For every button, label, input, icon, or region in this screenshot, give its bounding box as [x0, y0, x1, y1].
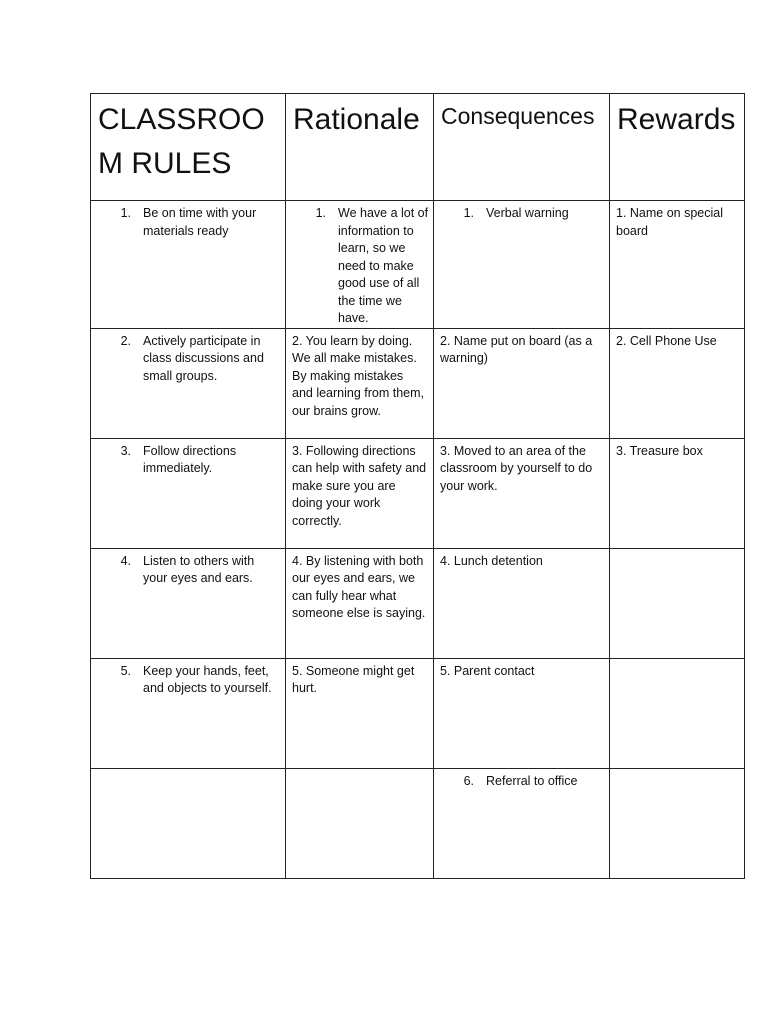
- reward-text: [610, 659, 744, 663]
- table-row: [91, 548, 745, 658]
- reward-text: 1. Name on special board: [616, 206, 724, 238]
- header-rewards: Rewards: [617, 103, 736, 136]
- rationale-cell: [286, 201, 434, 329]
- table-row: [91, 438, 745, 548]
- consequence-cell: [434, 548, 610, 658]
- rule-cell: [91, 438, 286, 548]
- rule-cell: [91, 548, 286, 658]
- consequence-cell: [434, 328, 610, 438]
- consequence-text: 5. Parent contact: [440, 663, 535, 678]
- consequence-number: 6.: [463, 773, 474, 788]
- rationale-cell: [286, 658, 434, 768]
- consequence-cell: [434, 438, 610, 548]
- consequence-text: Verbal warning: [486, 206, 569, 220]
- rationale-text: We have a lot of information to learn, so we need to make good use of all the time we have.: [338, 206, 429, 325]
- rule-number: 3.: [120, 443, 131, 458]
- reward-cell: [610, 658, 745, 768]
- rationale-text: 3. Following directions can help with safety and make sure you are doing your work correctly.: [292, 443, 427, 528]
- header-rationale: Rationale: [293, 103, 420, 136]
- header-rationale-cell: [286, 94, 434, 201]
- rationale-cell: [286, 438, 434, 548]
- rule-text: Follow directions immediately.: [143, 443, 237, 475]
- rule-text: Keep your hands, feet, and objects to yourself.: [143, 663, 272, 695]
- reward-text: [610, 549, 744, 553]
- table-row: [91, 328, 745, 438]
- consequence-text: 3. Moved to an area of the classroom by yourself to do your work.: [440, 443, 593, 493]
- rule-number: 4.: [120, 553, 131, 568]
- reward-cell: [610, 768, 745, 878]
- header-rewards-cell: [610, 94, 745, 201]
- rule-text: Actively participate in class discussions and small groups.: [143, 333, 264, 383]
- reward-cell: [610, 328, 745, 438]
- rationale-text: 5. Someone might get hurt.: [292, 663, 415, 695]
- reward-cell: [610, 201, 745, 329]
- rationale-text: 2. You learn by doing. We all make mistakes. By making mistakes and learning from them, our brains grow.: [292, 333, 425, 418]
- consequence-text: Referral to office: [486, 773, 578, 788]
- header-consequences: Consequences: [441, 103, 595, 129]
- reward-text: 3. Treasure box: [616, 443, 703, 458]
- header-consequences-cell: [434, 94, 610, 201]
- rule-cell: [91, 768, 286, 878]
- rule-text: Be on time with your materials ready: [143, 206, 257, 238]
- table-row: [91, 658, 745, 768]
- rationale-number: 1.: [315, 206, 326, 220]
- rule-cell: [91, 328, 286, 438]
- header-rules-cell: [91, 94, 286, 201]
- consequence-text: 2. Name put on board (as a warning): [440, 333, 593, 365]
- rule-number: 2.: [120, 333, 131, 348]
- rule-number: 1.: [120, 206, 131, 220]
- header-rules: CLASSROOM RULES: [98, 103, 265, 180]
- reward-cell: [610, 548, 745, 658]
- rule-number: 5.: [120, 663, 131, 678]
- header-row: [91, 94, 745, 201]
- reward-text: 2. Cell Phone Use: [616, 333, 717, 348]
- consequence-cell: [434, 768, 610, 878]
- classroom-rules-table: [90, 93, 745, 879]
- rationale-text: 4. By listening with both our eyes and ears, we can fully hear what someone else is saying.: [292, 553, 426, 620]
- rule-text: Listen to others with your eyes and ears.: [143, 553, 255, 585]
- table-row: [91, 768, 745, 878]
- rationale-cell: [286, 328, 434, 438]
- consequence-text: 4. Lunch detention: [440, 553, 543, 568]
- rationale-cell: [286, 768, 434, 878]
- consequence-number: 1.: [463, 206, 474, 220]
- rule-cell: [91, 658, 286, 768]
- consequence-cell: [434, 201, 610, 329]
- reward-cell: [610, 438, 745, 548]
- table-row: [91, 201, 745, 329]
- rationale-cell: [286, 548, 434, 658]
- rule-cell: [91, 201, 286, 329]
- consequence-cell: [434, 658, 610, 768]
